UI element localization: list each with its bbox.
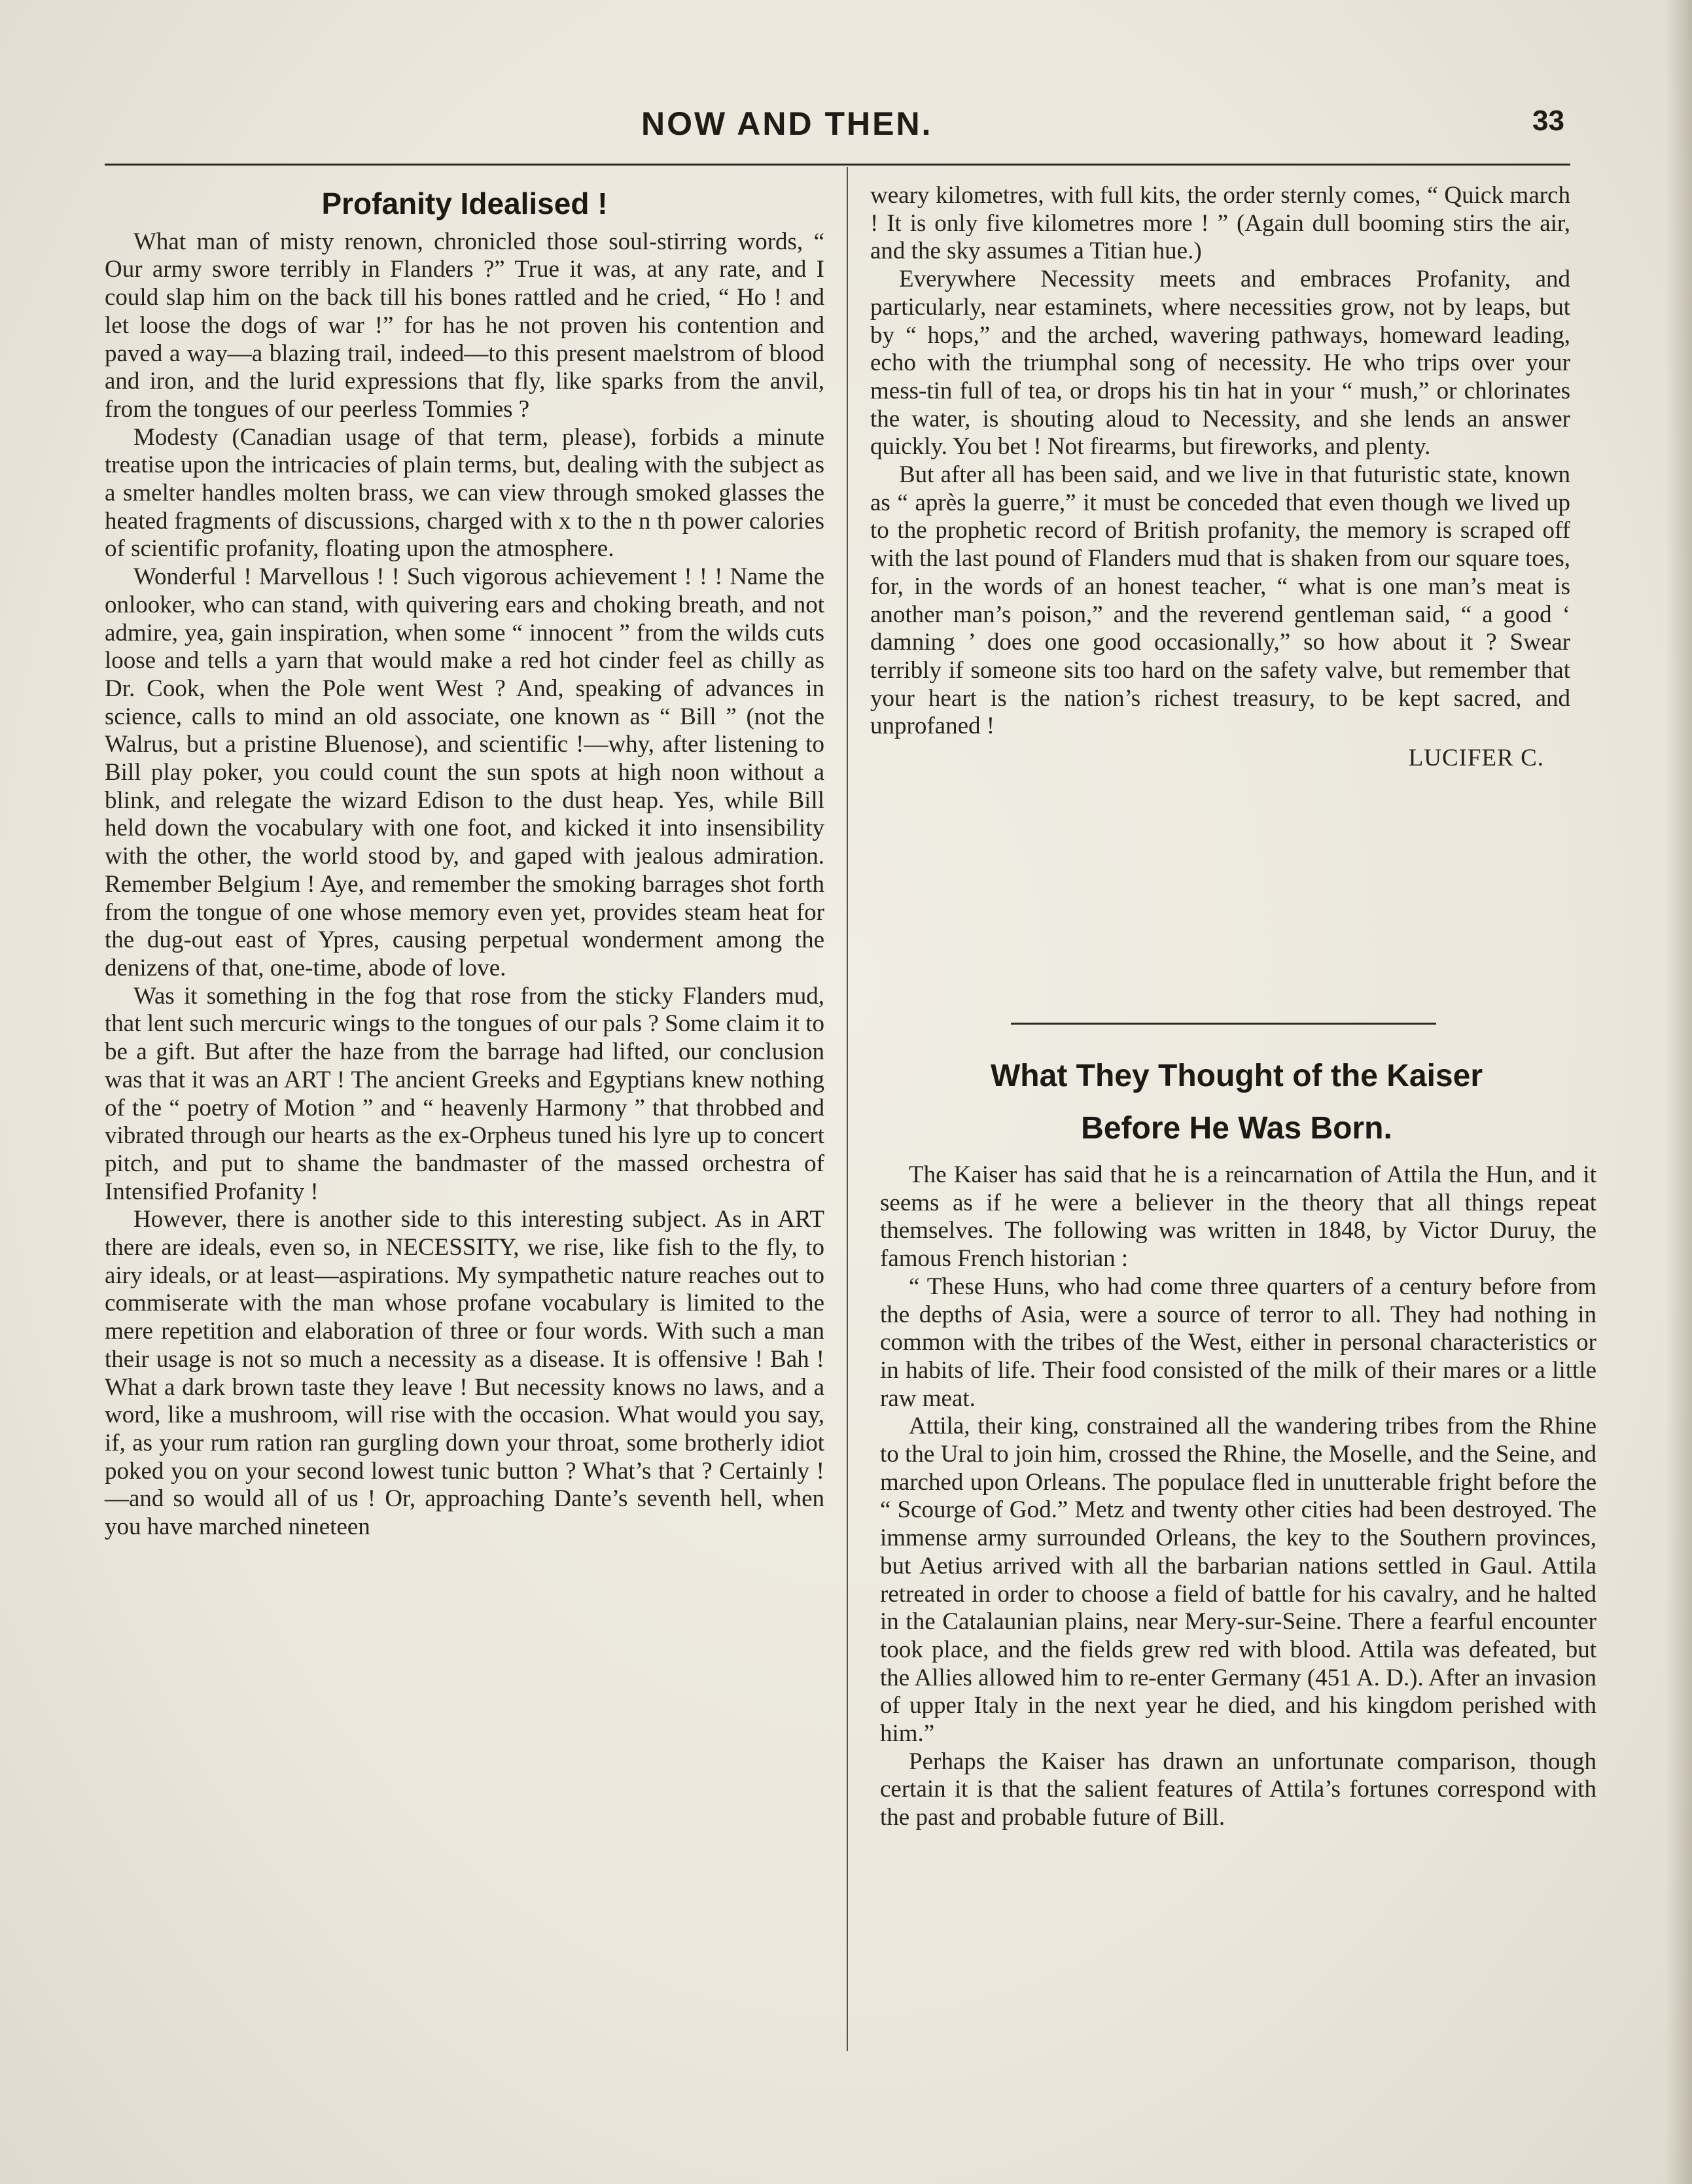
paragraph: Wonderful ! Marvellous ! ! Such vigorous achievement ! ! ! Name the onlooker, who can stand, with quivering ears and choking breath, and not admire, yea, gain inspiration, when some “ innocent ” from the wilds cuts loose and tells a yarn that would make a red hot cinder feel as chilly as Dr. Cook, when the Pole went West ? And, speaking of advances in science, calls to mind an old associate, one known as “ Bill ” (not the Walrus, but a pristine Bluenose), and scientific !—why, after listening to Bill play poker, you could count the sun spots at high noon without a blink, and relegate the wizard Edison to the dust heap. Yes, while Bill held down the vocabulary with one foot, and kicked it into insensibility with the other, the world stood by, and gaped with jealous admiration. Remember Belgium ! Aye, and remember the smoking barrages shot forth from the tongue of one whose memory even yet, provides steam heat for the dug-out east of Ypres, causing perpetual wonderment among the denizens of that, one-time, abode of love. (105, 563, 824, 981)
paragraph: Was it something in the fog that rose from the sticky Flanders mud, that lent such mercuric wings to the tongues of our pals ? Some claim it to be a gift. But after the haze from the barrage had lifted, our conclusion was that it was an ART ! The ancient Greeks and Egyptians knew nothing of the “ poetry of Motion ” and “ heavenly Harmony ” that throbbed and vibrated through our hearts as the ex-Orpheus tuned his lyre up to concert pitch, and put to shame the bandmaster of the massed orchestra of Intensified Profanity ! (105, 982, 824, 1205)
article-title (877, 1050, 1596, 1155)
title-line: What They Thought of the Kaiser (991, 1059, 1483, 1093)
paragraph: Attila, their king, constrained all the wandering tribes from the Rhine to the Ural to join him, crossed the Rhine, the Moselle, and the Seine, and marched upon Orleans. The populace fled in unutterable fright before the “ Scourge of God.” Metz and twenty other cities had been destroyed. The immense army surrounded Orleans, the key to the Southern provinces, but Aetius arrived with all the barbarian nations settled in Gaul. Attila retreated in order to choose a field of battle for his cavalry, and he halted in the Catalaunian plains, near Mery-sur-Seine. There a fearful encounter took place, and the fields grew red with blood. Attila was defeated, but the Allies allowed him to re-enter Germany (451 A. D.). After an invasion of upper Italy in the next year he died, and his kingdom perished with him.” (880, 1413, 1596, 1748)
article-profanity-continuation (870, 182, 1570, 773)
paragraph: weary kilometres, with full kits, the order sternly comes, “ Quick march ! It is only five kilometres more ! ” (Again dull booming stirs the air, and the sky assumes a Titian hue.) (870, 182, 1570, 265)
paragraph: Everywhere Necessity meets and embraces Profanity, and particularly, near estaminets, where necessities grow, not by leaps, but by “ hops,” and the arched, wavering pathways, homeward leading, echo with the triumphal song of necessity. He who trips over your mess-tin full of tea, or drops his tin hat in your “ mush,” or chlorinates the water, is shouting aloud to Necessity, and she lends an answer quickly. You bet ! Not firearms, but fireworks, and plenty. (870, 266, 1570, 461)
page-number: 33 (1532, 105, 1564, 137)
paragraph: However, there is another side to this interesting subject. As in ART there are ideals, even so, in NECESSITY, we rise, like fish to the fly, to airy ideals, or at least—aspirations. My sympathetic nature reaches out to commiserate with the man whose profane vocabulary is limited to the mere repetition and elaboration of three or four words. With such a man their usage is not so much a necessity as a disease. It is offensive ! Bah ! What a dark brown taste they leave ! But necessity knows no laws, and a word, like a mushroom, will rise with the occasion. What would you say, if, as your rum ration ran gurgling down your throat, some brotherly idiot poked you on your second lowest tunic button ? What’s that ? Certainly !—and so would all of us ! Or, approaching Dante’s seventh hell, when you have marched nineteen (105, 1206, 824, 1541)
article-profanity-column (105, 186, 824, 1541)
paragraph: “ These Huns, who had come three quarters of a century before from the depths of Asia, were a source of terror to all. They had nothing in common with the tribes of the West, either in personal characteristics or in habits of life. Their food consisted of the milk of their mares or a little raw meat. (880, 1273, 1596, 1412)
page-edge-shadow (1666, 0, 1692, 2184)
column-divider (847, 167, 848, 2051)
paragraph: Perhaps the Kaiser has drawn an unfortunate comparison, though certain it is that the salient features of Attila’s fortunes correspond with the past and probable future of Bill. (880, 1748, 1596, 1831)
paragraph: But after all has been said, and we live in that futuristic state, known as “ après la guerre,” it must be conceded that even though we lived up to the prophetic record of British profanity, the memory is scraped off with the last pound of Flanders mud that is shaken from our square toes, for, in the words of an honest teacher, “ what is one man’s meat is another man’s poison,” and the reverend gentleman said, “ a good ‘ damning ’ does one good occasionally,” so how about it ? Swear terribly if someone sits too hard on the safety valve, but remember that your heart is the nation’s richest treasury, to be kept sacred, and unprofaned ! (870, 461, 1570, 740)
article-kaiser-column (880, 1161, 1596, 1832)
author-byline: LUCIFER C. (1408, 745, 1544, 772)
title-line: Before He Was Born. (1081, 1111, 1392, 1146)
paragraph: Modesty (Canadian usage of that term, please), forbids a minute treatise upon the intricacies of plain terms, but, dealing with the subject as a smelter handles molten brass, we can view through smoked glasses the heated fragments of discussions, charged with x to the n th power calories of scientific profanity, floating upon the atmosphere. (105, 423, 824, 563)
header-rule (105, 164, 1570, 166)
running-head: NOW AND THEN. (641, 105, 933, 142)
article-separator (1011, 1023, 1436, 1025)
article-title: Profanity Idealised ! (321, 186, 608, 220)
paragraph: What man of misty renown, chronicled those soul-stirring words, “ Our army swore terribly in Flanders ?” True it was, at any rate, and I could slap him on the back till his bones rattled and he cried, “ Ho ! and let loose the dogs of war !” for has he not proven his contention and paved a way—a blazing trail, indeed—to this present maelstrom of blood and iron, and the lurid expressions that fly, like sparks from the anvil, from the tongues of our peerless Tommies ? (105, 228, 824, 423)
paragraph: The Kaiser has said that he is a reincarnation of Attila the Hun, and it seems as if he were a believer in the theory that all things repeat themselves. The following was written in 1848, by Victor Duruy, the famous French historian : (880, 1161, 1596, 1273)
